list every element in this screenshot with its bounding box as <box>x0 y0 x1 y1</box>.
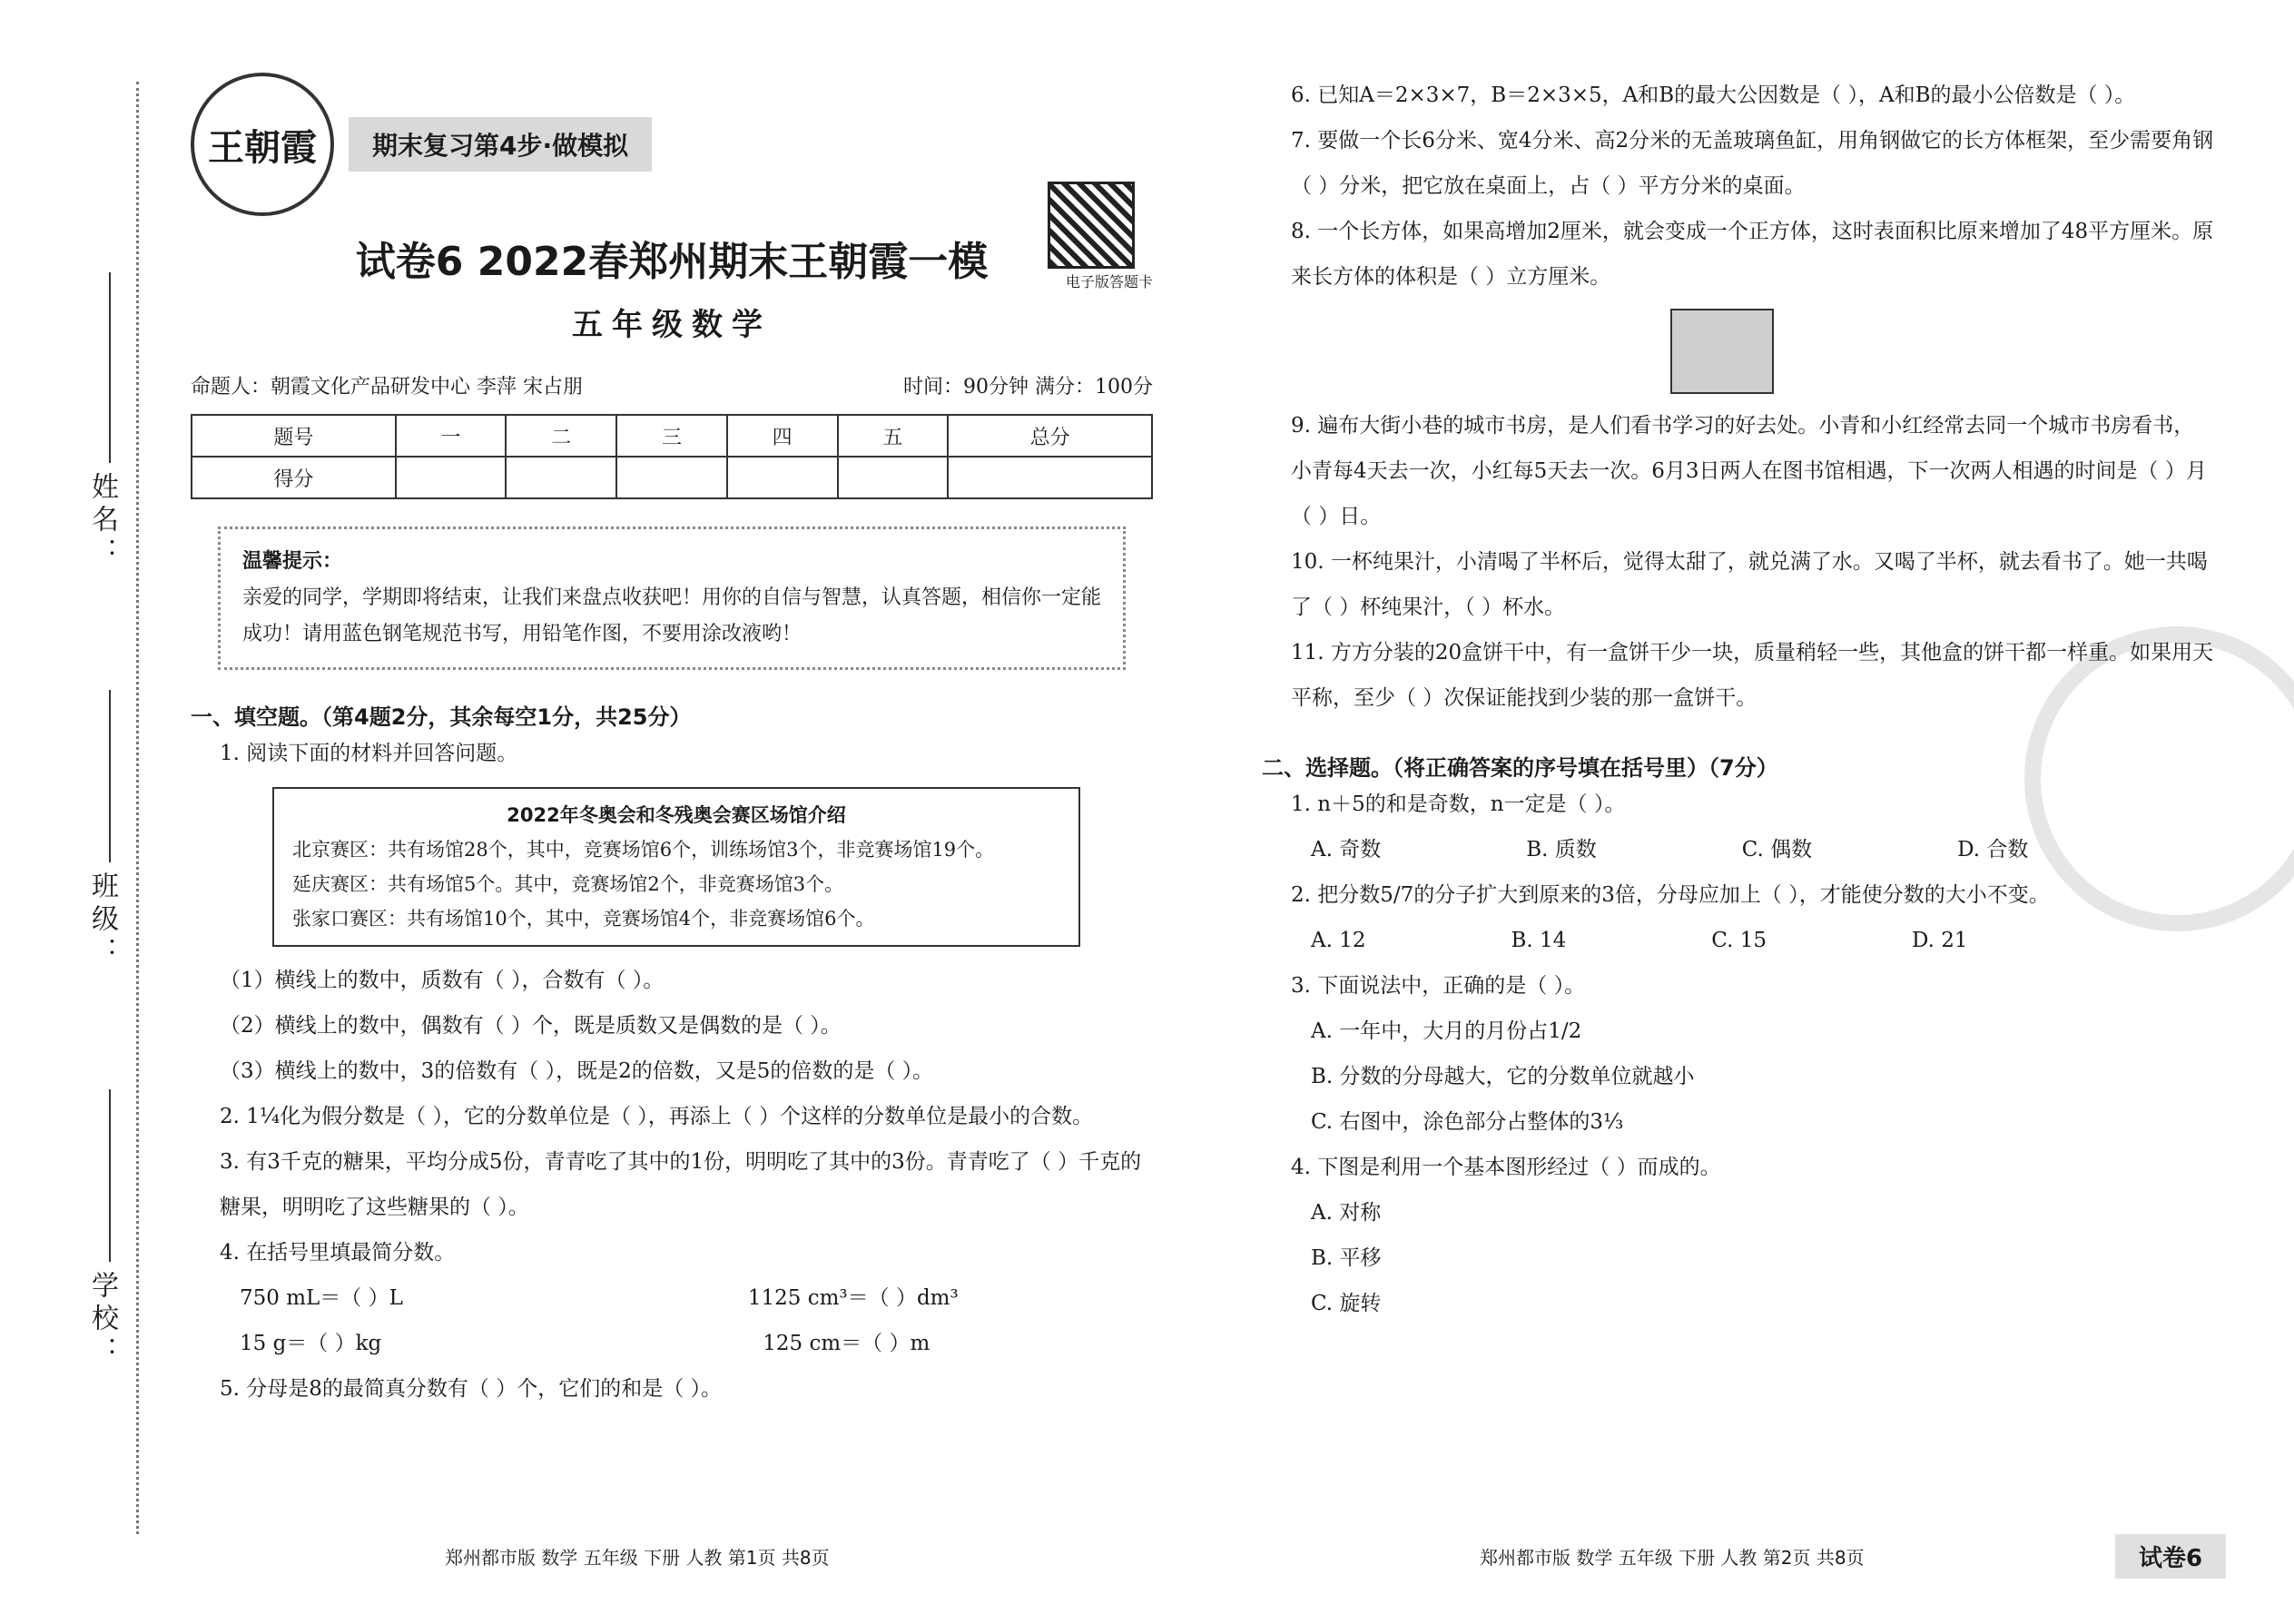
conversion-item: 15 g＝（ ）kg <box>240 1332 382 1355</box>
score-header: 一 <box>396 415 507 457</box>
section-2-title: 二、选择题。（将正确答案的序号填在括号里）（7分） <box>1262 755 1778 781</box>
class-field[interactable] <box>109 690 111 862</box>
score-header: 总分 <box>948 415 1152 457</box>
score-header: 四 <box>727 415 838 457</box>
meta-row <box>191 371 1153 399</box>
footer-right: 郑州都市版 数学 五年级 下册 人教 第2页 共8页 <box>1480 1547 1865 1569</box>
conversion-item: 125 cm＝（ ）m <box>763 1332 930 1355</box>
option: B. 平移 <box>1311 1246 1382 1270</box>
question-1-part: （2）横线上的数中，偶数有（ ）个，既是质数又是偶数的是（ ）。 <box>220 1014 842 1038</box>
authors: 命题人：朝霞文化产品研发中心 李萍 宋占朋 <box>191 376 583 399</box>
score-row-label: 得分 <box>192 457 396 498</box>
paper-tag: 试卷6 <box>2115 1534 2226 1579</box>
score-cell[interactable] <box>616 457 727 498</box>
left-page <box>191 73 1153 1561</box>
option: D. 21 <box>1911 929 1968 952</box>
school-field[interactable] <box>109 1089 111 1262</box>
question-4-row <box>240 1321 1153 1366</box>
tips-box <box>218 527 1126 670</box>
section-1-title: 一、填空题。（第4题2分，其余每空1分，共25分） <box>191 704 692 730</box>
score-header: 三 <box>616 415 727 457</box>
question-11: 11. 方方分装的20盒饼干中，有一盒饼干少一块，质量稍轻一些，其他盒的饼干都一样重。如果用天平称，至少（ ）次保证能找到少装的那一盒饼干。 <box>1291 641 2214 710</box>
question-9: 9. 遍布大街小巷的城市书房，是人们看书学习的好去处。小青和小红经常去同一个城市书房看书，小青每4天去一次，小红每5天去一次。6月3日两人在图书馆相遇，下一次两人相遇的时间是（ ）月（ ）日。 <box>1291 414 2207 528</box>
name-field[interactable] <box>109 272 111 463</box>
school-label: 学校： <box>86 1271 118 1369</box>
question-4: 4. 在括号里填最简分数。 <box>220 1241 456 1265</box>
qr-caption: 电子版答题卡 <box>1065 273 1153 290</box>
class-label: 班级： <box>86 871 118 969</box>
option: B. 14 <box>1511 929 1567 952</box>
question-1-part: （3）横线上的数中，3的倍数有（ ），既是2的倍数，又是5的倍数的是（ ）。 <box>220 1059 934 1083</box>
material-line: 张家口赛区：共有场馆10个，其中，竞赛场馆4个，非竞赛场馆6个。 <box>292 908 875 930</box>
score-cell[interactable] <box>838 457 949 498</box>
question-6: 6. 已知A＝2×3×7，B＝2×3×5，A和B的最大公因数是（ ），A和B的最小公倍数是（ ）。 <box>1291 84 2136 107</box>
footer-left: 郑州都市版 数学 五年级 下册 人教 第1页 共8页 <box>445 1547 830 1569</box>
choice-1: 1. n＋5的和是奇数，n一定是（ ）。 <box>1291 792 1626 816</box>
option: C. 15 <box>1711 929 1767 952</box>
option: A. 奇数 <box>1311 838 1382 861</box>
question-1-part: （1）横线上的数中，质数有（ ），合数有（ ）。 <box>220 969 665 992</box>
question-7: 7. 要做一个长6分米、宽4分米、高2分米的无盖玻璃鱼缸，用角钢做它的长方体框架，至少需要角钢（ ）分米，把它放在桌面上，占（ ）平方分米的桌面。 <box>1291 129 2214 198</box>
question-5: 5. 分母是8的最简真分数有（ ）个，它们的和是（ ）。 <box>220 1377 723 1401</box>
question-3: 3. 有3千克的糖果，平均分成5份，青青吃了其中的1份，明明吃了其中的3份。青青吃了（ ）千克的糖果，明明吃了这些糖果的（ ）。 <box>220 1150 1142 1219</box>
tips-title: 温馨提示： <box>242 550 343 573</box>
score-cell[interactable] <box>506 457 616 498</box>
score-header: 五 <box>838 415 949 457</box>
score-cell[interactable] <box>396 457 507 498</box>
choice-4: 4. 下图是利用一个基本图形经过（ ）而成的。 <box>1291 1156 1721 1179</box>
choice-3: 3. 下面说法中，正确的是（ ）。 <box>1291 974 1586 998</box>
time-score: 时间：90分钟 满分：100分 <box>903 376 1153 399</box>
score-cell[interactable] <box>948 457 1152 498</box>
choice-2: 2. 把分数5/7的分子扩大到原来的3倍，分母应加上（ ），才能使分数的大小不变。 <box>1291 883 2050 907</box>
score-header: 题号 <box>192 415 396 457</box>
option: A. 12 <box>1311 929 1366 952</box>
exam-subtitle: 五年级数学 <box>572 307 772 343</box>
conversion-item: 750 mL＝（ ）L <box>240 1286 403 1310</box>
material-line: 北京赛区：共有场馆28个，其中，竞赛场馆6个，训练场馆3个，非竞赛场馆19个。 <box>292 839 995 861</box>
choice-1-options <box>1311 827 2215 872</box>
question-8: 8. 一个长方体，如果高增加2厘米，就会变成一个正方体，这时表面积比原来增加了48平方厘米。原来长方体的体积是（ ）立方厘米。 <box>1291 220 2214 289</box>
option: A. 对称 <box>1311 1201 1382 1225</box>
option: D. 合数 <box>1957 838 2029 861</box>
binding-margin <box>136 82 148 1534</box>
tips-body: 亲爱的同学，学期即将结束，让我们来盘点收获吧！用你的自信与智慧，认真答题，相信你一定能成功！请用蓝色钢笔规范书写，用铅笔作图，不要用涂改液哟！ <box>242 586 1102 645</box>
score-table <box>191 414 1153 499</box>
option: C. 偶数 <box>1741 838 1813 861</box>
material-title: 2022年冬奥会和冬残奥会赛区场馆介绍 <box>507 804 846 826</box>
qr-code <box>1048 182 1135 269</box>
question-2: 2. 1¼化为假分数是（ ），它的分数单位是（ ），再添上（ ）个这样的分数单位是最小的合数。 <box>220 1105 1094 1128</box>
option: B. 分数的分母越大，它的分数单位就越小 <box>1311 1065 1695 1088</box>
step-tag: 期末复习第4步·做模拟 <box>349 117 652 172</box>
question-1: 1. 阅读下面的材料并回答问题。 <box>220 742 518 765</box>
option: C. 旋转 <box>1311 1292 1382 1315</box>
score-header: 二 <box>506 415 616 457</box>
material-line: 延庆赛区：共有场馆5个。其中，竞赛场馆2个，非竞赛场馆3个。 <box>292 873 844 895</box>
question-4-row <box>240 1275 1153 1321</box>
option: B. 质数 <box>1526 838 1597 861</box>
brand-logo: 王朝霞 <box>191 73 334 216</box>
right-page <box>1262 73 2215 1561</box>
score-cell[interactable] <box>727 457 838 498</box>
conversion-item: 1125 cm³＝（ ）dm³ <box>747 1286 959 1310</box>
exam-title: 试卷6 2022春郑州期末王朝霞一模 <box>355 239 989 285</box>
option: A. 一年中，大月的月份占1/2 <box>1311 1019 1582 1043</box>
question-10: 10. 一杯纯果汁，小清喝了半杯后，觉得太甜了，就兑满了水。又喝了半杯，就去看书了。她一共喝了（ ）杯纯果汁，（ ）杯水。 <box>1291 550 2208 619</box>
option: C. 右图中，涂色部分占整体的3⅓ <box>1311 1110 1624 1134</box>
name-label: 姓名： <box>86 472 118 570</box>
cuboid-figure <box>1670 309 1774 394</box>
series-banner <box>191 73 1153 216</box>
choice-2-options <box>1311 918 2215 963</box>
material-box <box>272 787 1080 947</box>
